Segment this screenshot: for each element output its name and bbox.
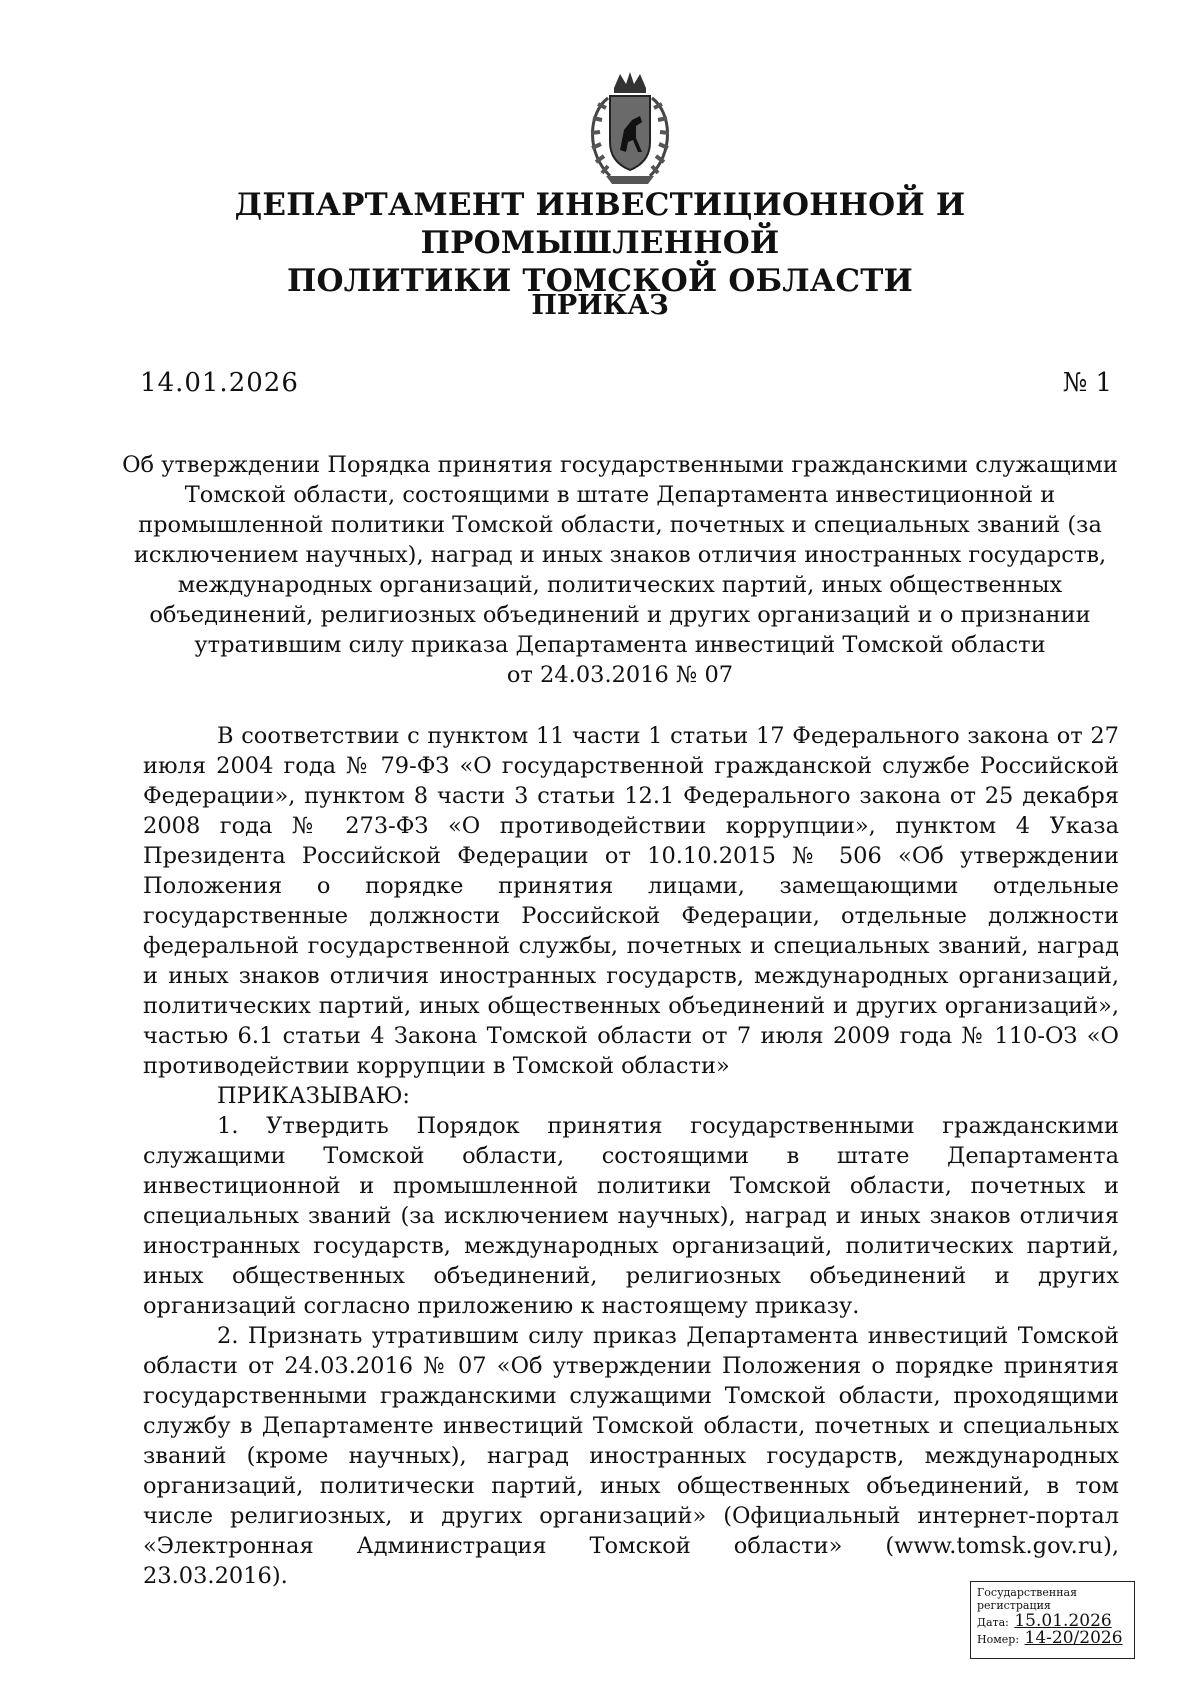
subject-line: объединений, религиозных объединений и других организаций и о признании xyxy=(149,602,1091,628)
registration-title: Государственная регистрация xyxy=(977,1586,1078,1612)
subject-line: Томской области, состоящими в штате Департамента инвестиционной и xyxy=(184,482,1056,508)
subject-line: Об утверждении Порядка принятия государственными гражданскими служащими xyxy=(122,452,1118,478)
document-number: № 1 xyxy=(1062,368,1112,398)
subject-line: промышленной политики Томской области, почетных и специальных званий (за xyxy=(138,512,1102,538)
department-name-line2: ПОЛИТИКИ ТОМСКОЙ ОБЛАСТИ xyxy=(287,263,913,299)
registration-number-row xyxy=(977,1628,1128,1648)
subject-line: от 24.03.2016 № 07 xyxy=(506,662,734,688)
document-body xyxy=(143,721,1119,1591)
order-item-2: 2. Признать утратившим силу приказ Департамента инвестиций Томской области от 24.03.2016 № 07 «Об утверждении Положения о порядке принятия государственными гражданскими служащими Томской области, проходящими службу в Департаменте инвестиций Томской области, почетных и специальных званий (кроме научных), наград иностранных государств, международных организаций, политически партий, иных общественных объединений, в том числе религиозных, и других организаций» (Официальный интернет-портал «Электронная Администрация Томской области» (www.tomsk.gov.ru), 23.03.2016). xyxy=(143,1323,1119,1589)
subject-line: исключением научных), наград и иных знаков отличия иностранных государств, xyxy=(133,542,1107,568)
registration-date-value: 15.01.2026 xyxy=(1014,1611,1112,1631)
registration-date-label: Дата: xyxy=(977,1616,1009,1629)
document-date: 14.01.2026 xyxy=(140,368,299,398)
subject-line: утратившим силу приказа Департамента инвестиций Томской области xyxy=(194,632,1046,658)
preamble-paragraph: В соответствии с пунктом 11 части 1 статьи 17 Федерального закона от 27 июля 2004 года № 79-ФЗ «О государственной гражданской службе Российской Федерации», пунктом 8 части 3 статьи 12.1 Федерального закона от 25 декабря 2008 года № 273-ФЗ «О противодействии коррупции», пунктом 4 Указа Президента Российской Федерации от 10.10.2015 № 506 «Об утверждении Положения о порядке принятия лицами, замещающими отдельные государственные должности Российской Федерации, отдельные должности федеральной государственной службы, почетных и специальных званий, наград и иных знаков отличия иностранных государств, международных организаций, политических партий, иных общественных объединений и других организаций», частью 6.1 статьи 4 Закона Томской области от 7 июля 2009 года № 110-ОЗ «О противодействии коррупции в Томской области» xyxy=(143,723,1119,1079)
department-name xyxy=(100,186,1100,300)
subject-line: международных организаций, политических партий, иных общественных xyxy=(177,572,1063,598)
registration-number-value: 14-20/2026 xyxy=(1024,1628,1123,1648)
registration-stamp xyxy=(970,1581,1135,1659)
registration-number-label: Номер: xyxy=(977,1633,1020,1646)
registration-date-row xyxy=(977,1611,1128,1631)
order-item-1: 1. Утвердить Порядок принятия государственными гражданскими служащими Томской области, состоящими в штате Департамента инвестиционной и промышленной политики Томской области, почетных и специальных званий (за исключением научных), наград и иных знаков отличия иностранных государств, международных организаций, политических партий, иных общественных объединений, религиозных объединений и других организаций согласно приложению к настоящему приказу. xyxy=(143,1113,1119,1319)
tomsk-coat-of-arms-emblem xyxy=(570,68,690,192)
department-name-line1: ДЕПАРТАМЕНТ ИНВЕСТИЦИОННОЙ И ПРОМЫШЛЕННОЙ xyxy=(234,187,966,261)
document-subject xyxy=(120,450,1120,690)
order-word: ПРИКАЗЫВАЮ: xyxy=(217,1083,410,1109)
document-type: ПРИКАЗ xyxy=(531,290,669,321)
